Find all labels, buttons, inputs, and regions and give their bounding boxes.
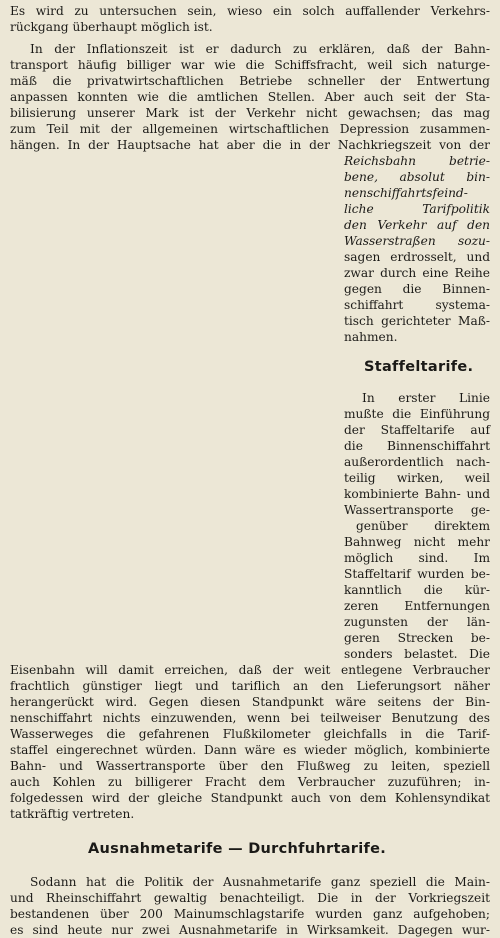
text-line: Wassertransporte ge- — [344, 503, 490, 517]
text-line: bilisierung unserer Mark ist der Verkehr nicht gewachsen; das mag — [10, 106, 490, 120]
text-line: Bahnweg nicht mehr — [344, 535, 490, 549]
text-line: der Staffeltarife auf — [344, 423, 490, 437]
text-line: mußte die Einführung — [344, 407, 490, 421]
text-line: zugunsten der län- — [344, 615, 490, 629]
text-line: Staffeltarif wurden be- — [344, 567, 490, 581]
text-line: außerordentlich nach- — [344, 455, 490, 469]
text-line: zeren Entfernungen — [344, 599, 490, 613]
text-line: Es wird zu untersuchen sein, wieso ein solch auffallender Verkehrs- — [10, 4, 490, 18]
text-line: folgedessen wird der gleiche Standpunkt auch von dem Kohlensyndikat — [10, 791, 490, 805]
text-line: zum Teil mit der allgemeinen wirtschaftlichen Depression zusammen- — [10, 122, 490, 136]
text-line: staffel eingerechnet würden. Dann wäre es wieder möglich, kombinierte — [10, 743, 490, 757]
text-line: gegen die Binnen- — [344, 282, 490, 296]
text-line: Wasserweges die gefahrenen Flußkilometer gleichfalls in die Tarif- — [10, 727, 490, 741]
text-line: mäß die privatwirtschaftlichen Betriebe schneller der Entwertung — [10, 74, 490, 88]
text-line: es sind heute nur zwei Ausnahmetarife in Wirksamkeit. Dagegen wur- — [10, 923, 490, 937]
text-line: bestandenen über 200 Mainumschlagstarife wurden ganz aufgehoben; — [10, 907, 490, 921]
text-line: auch Kohlen zu billigerer Fracht dem Verbraucher zuzuführen; in- — [10, 775, 490, 789]
text-line: Wasserstraßen sozu- — [344, 234, 490, 248]
text-line: anpassen konnten wie die amtlichen Stellen. Aber auch seit der Sta- — [10, 90, 490, 104]
text-line: sonders belastet. Die — [344, 647, 490, 661]
section-heading: Ausnahmetarife — Durchfuhrtarife. — [88, 841, 387, 857]
text-line: kombinierte Bahn- und — [344, 487, 490, 501]
text-line: In erster Linie — [362, 391, 490, 405]
text-line: und Rheinschiffahrt gewaltig benachteiligt. Die in der Vorkriegszeit — [10, 891, 490, 905]
text-line: geren Strecken be- — [344, 631, 490, 645]
text-line: schiffahrt systema- — [344, 298, 490, 312]
text-line: sagen erdrosselt, und — [344, 250, 490, 264]
text-line: tisch gerichteter Maß- — [344, 314, 490, 328]
text-line: bene, absolut bin- — [344, 170, 490, 184]
text-line: frachtlich günstiger liegt und tariflich an den Lieferungsort näher — [10, 679, 490, 693]
text-line: transport häufig billiger war wie die Schiffsfracht, weil sich naturge- — [10, 58, 490, 72]
text-line: In der Inflationszeit ist er dadurch zu erklären, daß der Bahn- — [30, 42, 490, 56]
text-line: nenschiffahrt nichts einzuwenden, wenn bei teilweiser Benutzung des — [10, 711, 490, 725]
text-line: liche Tarifpolitik — [344, 202, 490, 216]
text-line: genüber direktem — [356, 519, 490, 533]
text-line: Sodann hat die Politik der Ausnahmetarife ganz speziell die Main- — [30, 875, 490, 889]
text-line: Eisenbahn will damit erreichen, daß der weit entlegene Verbraucher — [10, 663, 490, 677]
text-line: rückgang überhaupt möglich ist. — [10, 20, 213, 34]
text-line: die Binnenschiffahrt — [344, 439, 490, 453]
text-line: Reichsbahn betrie- — [344, 154, 490, 168]
text-line: teilig wirken, weil — [344, 471, 490, 485]
text-line: nenschiffahrtsfeind- — [344, 186, 468, 200]
text-line: tatkräftig vertreten. — [10, 807, 135, 821]
text-line: hängen. In der Hauptsache hat aber die in der Nachkriegszeit von der — [10, 138, 490, 152]
text-line: kanntlich die kür- — [344, 583, 490, 597]
text-line: Bahn- und Wassertransporte über den Flußweg zu leiten, speziell — [10, 759, 490, 773]
section-heading: Staffeltarife. — [364, 359, 474, 375]
text-line: den Verkehr auf den — [344, 218, 490, 232]
text-line: herangerückt wird. Gegen diesen Standpunkt wäre seitens der Bin- — [10, 695, 490, 709]
text-line: zwar durch eine Reihe — [344, 266, 490, 280]
text-line: nahmen. — [344, 330, 398, 344]
text-line: möglich sind. Im — [344, 551, 490, 565]
